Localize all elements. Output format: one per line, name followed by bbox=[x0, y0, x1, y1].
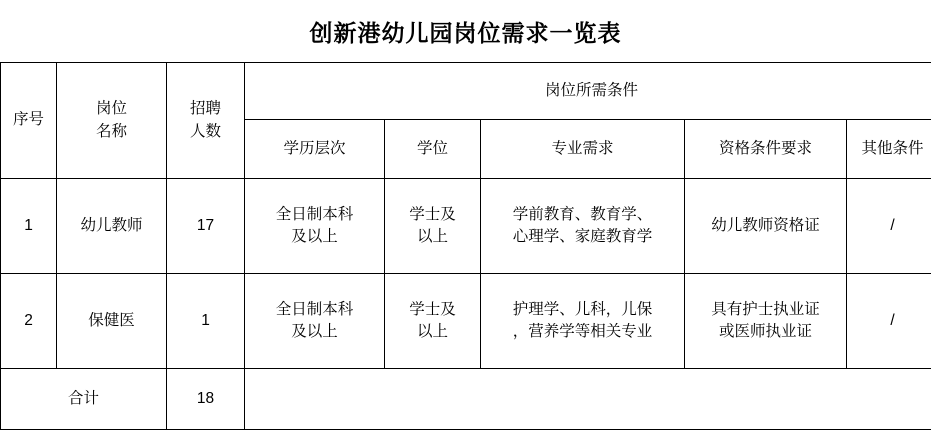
cell-degree-line1: 学士及 bbox=[409, 205, 456, 223]
cell-other: / bbox=[847, 274, 931, 369]
header-post-name-line1: 岗位 bbox=[95, 100, 127, 118]
cell-education-line1: 全日制本科 bbox=[275, 205, 354, 223]
cell-degree bbox=[385, 179, 481, 274]
header-major: 专业需求 bbox=[481, 120, 685, 179]
cell-major-line2: ，营养学等相关专业 bbox=[512, 323, 653, 340]
header-hire-count-line2: 人数 bbox=[189, 122, 221, 140]
total-label: 合计 bbox=[1, 369, 167, 430]
total-count: 18 bbox=[167, 369, 245, 430]
table-row bbox=[1, 274, 931, 369]
cell-major bbox=[481, 274, 685, 369]
cell-major-line1: 护理学、儿科，儿保 bbox=[512, 300, 653, 318]
header-qualification: 资格条件要求 bbox=[685, 120, 847, 179]
table-row bbox=[1, 179, 931, 274]
total-empty-cell bbox=[245, 369, 931, 430]
cell-education-line2: 及以上 bbox=[291, 228, 338, 245]
header-hire-count bbox=[167, 63, 245, 179]
header-other: 其他条件 bbox=[847, 120, 931, 179]
cell-qualification-line1: 幼儿教师资格证 bbox=[711, 216, 820, 234]
cell-major bbox=[481, 179, 685, 274]
cell-qualification-line2: 或医师执业证 bbox=[718, 323, 812, 340]
cell-education-line2: 及以上 bbox=[291, 323, 338, 340]
header-seq: 序号 bbox=[1, 63, 57, 179]
cell-degree-line1: 学士及 bbox=[409, 300, 456, 318]
header-hire-count-line1: 招聘 bbox=[189, 100, 221, 118]
header-education: 学历层次 bbox=[245, 120, 385, 179]
cell-education bbox=[245, 274, 385, 369]
header-conditions-group: 岗位所需条件 bbox=[245, 63, 931, 120]
cell-degree bbox=[385, 274, 481, 369]
cell-hire-count: 17 bbox=[167, 179, 245, 274]
cell-degree-line2: 以上 bbox=[416, 228, 448, 245]
table-header-row-1 bbox=[1, 63, 931, 120]
cell-hire-count: 1 bbox=[167, 274, 245, 369]
cell-qualification-line1: 具有护士执业证 bbox=[711, 300, 820, 318]
cell-education-line1: 全日制本科 bbox=[275, 300, 354, 318]
cell-degree-line2: 以上 bbox=[416, 323, 448, 340]
cell-major-line1: 学前教育、教育学、 bbox=[512, 205, 653, 223]
cell-seq: 2 bbox=[1, 274, 57, 369]
job-requirements-table bbox=[0, 62, 931, 430]
cell-major-line2: 心理学、家庭教育学 bbox=[512, 228, 653, 245]
cell-post-name: 幼儿教师 bbox=[57, 179, 167, 274]
cell-qualification bbox=[685, 274, 847, 369]
header-post-name bbox=[57, 63, 167, 179]
cell-post-name: 保健医 bbox=[57, 274, 167, 369]
cell-other: / bbox=[847, 179, 931, 274]
table-total-row bbox=[1, 369, 931, 430]
header-post-name-line2: 名称 bbox=[95, 122, 127, 140]
cell-seq: 1 bbox=[1, 179, 57, 274]
cell-qualification bbox=[685, 179, 847, 274]
page-title: 创新港幼儿园岗位需求一览表 bbox=[309, 20, 622, 46]
cell-education bbox=[245, 179, 385, 274]
header-degree: 学位 bbox=[385, 120, 481, 179]
